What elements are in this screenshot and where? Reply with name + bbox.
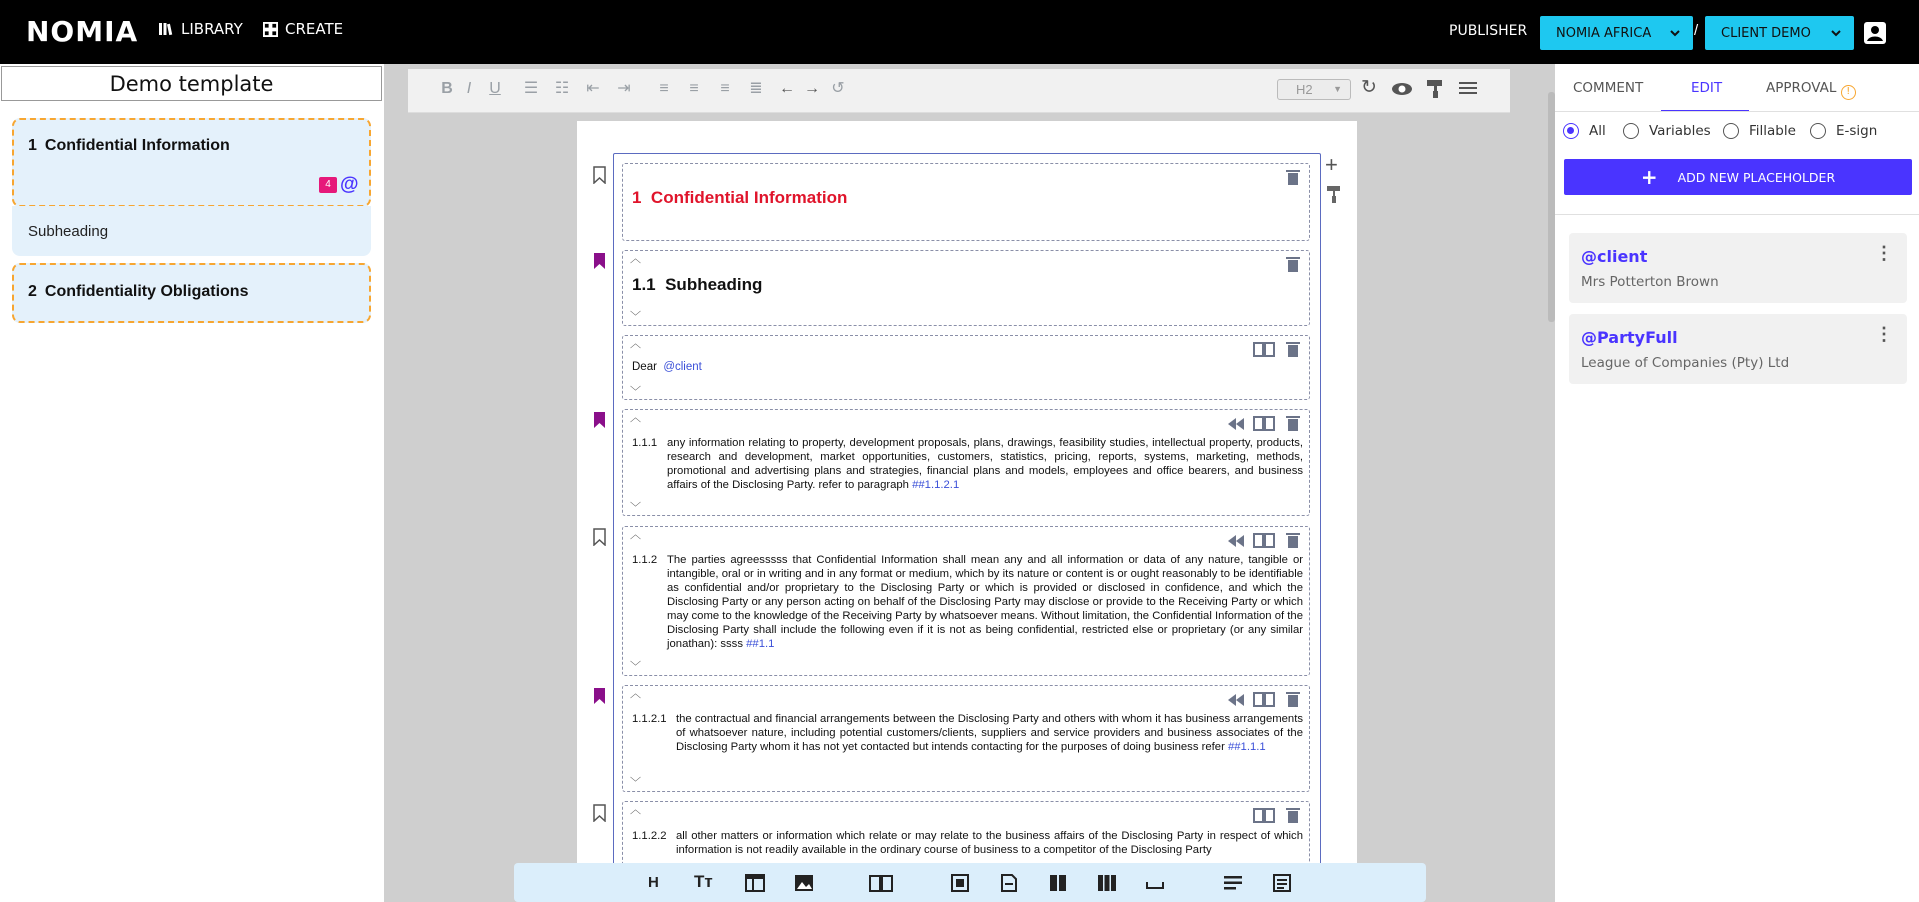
chevron-down-icon: [1669, 27, 1681, 39]
section-number: 1: [632, 188, 642, 207]
outline-item-label: Confidential Information: [44, 137, 230, 154]
grid-icon: [263, 22, 278, 37]
kebab-menu-icon[interactable]: ⋮: [1875, 324, 1893, 344]
filter-esign[interactable]: [1810, 123, 1877, 139]
placeholder-value: League of Companies (Pty) Ltd: [1581, 355, 1790, 371]
mention-icon[interactable]: @: [340, 174, 359, 195]
filter-label: E-sign: [1836, 123, 1878, 139]
publisher-label: PUBLISHER: [1449, 23, 1528, 39]
filter-label: Variables: [1649, 123, 1711, 139]
clause-number: 1.1.1: [632, 437, 658, 449]
rewind-icon[interactable]: [1227, 692, 1245, 708]
chevron-down-icon[interactable]: ﹀: [630, 777, 641, 789]
clause-number: 1.1.2.2: [632, 830, 667, 842]
add-section-icon[interactable]: +: [1325, 152, 1338, 177]
page-break-icon[interactable]: [950, 873, 970, 893]
bold-button[interactable]: B: [441, 80, 453, 97]
cross-reference[interactable]: ##1.1.1: [1227, 741, 1266, 753]
tab-approval-label: APPROVAL: [1766, 80, 1837, 96]
italic-button[interactable]: I: [466, 80, 472, 97]
two-column-icon[interactable]: [1048, 873, 1068, 893]
clause-body: the contractual and financial arrangements between the Disclosing Party and others with whom it has business arrangements of whatsoever nature, including potential customers/clients, suppliers and service providers and business associates of the Disclosing Party whom it has not yet contacted but intends contacting for the purposes of doing business refer: [676, 713, 1303, 753]
outline-item-1[interactable]: [12, 118, 371, 207]
plus-icon: +: [1640, 165, 1658, 189]
underline-button[interactable]: U: [489, 80, 501, 97]
chevron-up-icon[interactable]: ︿: [630, 253, 641, 265]
section-title-text: Subheading: [665, 275, 763, 294]
delete-icon[interactable]: [1284, 341, 1302, 357]
chevron-up-icon[interactable]: ︿: [630, 338, 641, 350]
tab-edit[interactable]: EDIT: [1691, 80, 1723, 96]
filter-fillable[interactable]: [1723, 123, 1796, 139]
chevron-down-icon[interactable]: ﹀: [630, 311, 641, 323]
chevron-down-icon[interactable]: ﹀: [630, 661, 641, 673]
library-book-icon[interactable]: [1253, 532, 1275, 548]
user-account-icon[interactable]: [1863, 21, 1887, 45]
library-book-icon[interactable]: [869, 873, 893, 893]
placeholder-value: Mrs Potterton Brown: [1581, 274, 1719, 290]
greeting-word: Dear: [632, 361, 657, 373]
signature-icon[interactable]: [999, 873, 1019, 893]
delete-icon[interactable]: [1284, 169, 1302, 185]
text-size-button[interactable]: Tт: [694, 872, 713, 891]
filter-label: Fillable: [1749, 123, 1796, 139]
outline-item-number: 1: [28, 137, 37, 154]
format-painter-icon[interactable]: [1327, 186, 1341, 204]
client-dropdown[interactable]: [1705, 16, 1854, 50]
delete-icon[interactable]: [1284, 415, 1302, 431]
heading-select[interactable]: H2 ▼: [1277, 79, 1351, 100]
top-bar: [0, 0, 1919, 64]
align-center-button[interactable]: ≡: [689, 80, 699, 97]
radio-selected-icon: [1563, 123, 1579, 139]
filter-all[interactable]: [1563, 123, 1606, 139]
radio-icon: [1723, 123, 1739, 139]
add-placeholder-label: ADD NEW PLACEHOLDER: [1677, 169, 1836, 185]
nav-library-label: LIBRARY: [181, 20, 243, 38]
variable-client[interactable]: @client: [663, 361, 702, 373]
bookmark-outline-icon[interactable]: [593, 804, 606, 822]
subsection-title: [632, 275, 762, 295]
list-icon[interactable]: [1223, 873, 1243, 893]
cross-reference[interactable]: ##1.1: [746, 638, 775, 650]
separator: /: [1694, 22, 1699, 39]
rewind-icon[interactable]: [1227, 416, 1245, 432]
nomia-logo[interactable]: NOMIA: [26, 14, 139, 48]
bullet-list-button[interactable]: ☰: [523, 80, 539, 97]
space-icon[interactable]: [1145, 873, 1165, 893]
clause-text: [676, 712, 1303, 754]
table-of-contents-icon[interactable]: [1272, 873, 1292, 893]
library-book-icon[interactable]: [1253, 415, 1275, 431]
tab-approval[interactable]: [1766, 80, 1856, 100]
filter-variables[interactable]: [1623, 123, 1711, 139]
kebab-menu-icon[interactable]: ⋮: [1875, 243, 1893, 263]
radio-icon: [1810, 123, 1826, 139]
publisher-value: NOMIA AFRICA: [1556, 25, 1652, 41]
outline-item-2[interactable]: [12, 263, 371, 323]
add-placeholder-button[interactable]: [1564, 159, 1912, 195]
delete-icon[interactable]: [1284, 807, 1302, 823]
chevron-down-icon[interactable]: ﹀: [630, 502, 641, 514]
nav-create[interactable]: [263, 20, 343, 38]
clause-number: 1.1.2.1: [632, 713, 667, 725]
indent-button[interactable]: ⇥: [617, 80, 631, 97]
chevron-up-icon[interactable]: ︿: [630, 529, 641, 541]
warning-icon: !: [1841, 85, 1856, 100]
chevron-up-icon[interactable]: ︿: [630, 804, 641, 816]
section-number: 1.1: [632, 275, 656, 294]
outline-subitem[interactable]: [12, 206, 371, 256]
chevron-down-icon: [1830, 27, 1842, 39]
align-right-button[interactable]: ≡: [720, 80, 730, 97]
history-icon[interactable]: ↺: [831, 80, 845, 97]
bookmark-outline-icon[interactable]: [593, 166, 606, 184]
justify-button[interactable]: ≣: [749, 80, 763, 97]
format-painter-icon[interactable]: [1426, 79, 1444, 99]
delete-icon[interactable]: [1284, 256, 1302, 272]
bookmark-filled-icon[interactable]: [593, 411, 606, 429]
editor-scrollbar[interactable]: [1548, 92, 1555, 322]
placeholder-name: @client: [1581, 247, 1648, 266]
clause-text: [667, 436, 1303, 492]
greeting-text: [632, 361, 702, 373]
library-book-icon[interactable]: [1253, 341, 1275, 357]
placeholder-card[interactable]: [1569, 314, 1907, 384]
tab-divider: [1555, 111, 1919, 112]
comment-badge[interactable]: [319, 177, 337, 193]
chevron-down-icon[interactable]: ﹀: [630, 386, 641, 398]
library-book-icon[interactable]: [1253, 807, 1275, 823]
bookmark-outline-icon[interactable]: [593, 528, 606, 546]
client-value: CLIENT DEMO: [1721, 25, 1811, 41]
nav-create-label: CREATE: [285, 20, 344, 38]
heading-select-value: H2: [1296, 82, 1313, 97]
library-book-icon[interactable]: [1253, 691, 1275, 707]
chevron-up-icon[interactable]: ︿: [630, 412, 641, 424]
filter-label: All: [1589, 123, 1606, 139]
template-title[interactable]: Demo template: [1, 66, 382, 101]
comment-count: 4: [325, 179, 331, 190]
numbered-list-button[interactable]: ☷: [554, 80, 570, 97]
undo-button[interactable]: ←: [779, 80, 795, 97]
preview-eye-icon[interactable]: [1391, 79, 1413, 99]
refresh-icon[interactable]: ↻: [1361, 77, 1377, 98]
clause-number: 1.1.2: [632, 554, 658, 566]
rewind-icon[interactable]: [1227, 533, 1245, 549]
chevron-up-icon[interactable]: ︿: [630, 688, 641, 700]
placeholder-name: @PartyFull: [1581, 328, 1678, 347]
cross-reference[interactable]: ##1.1.2.1: [912, 479, 960, 491]
redo-button[interactable]: →: [804, 80, 820, 97]
publisher-dropdown[interactable]: [1540, 16, 1693, 50]
clause-body: The parties agreesssss that Confidential Information shall mean any and all information or data of any nature, tangible or intangible, oral or in writing and in any format or medium, which by its nature or content is or ought reasonably to be identifiable as confidential and/or proprietary to the Disclosing Party or which is provided or disclosed in confidence, and which the Disclosing Party or any person acting on behalf of the Disclosing Party may disclose or provide to the Receiving Party or which may come to the knowledge of the Receiving Party by whatsoever means. Without limitation, the Confidential Information of the Disclosing Party shall include the following even if it is not as being confidential, restricted else or proprietary (or any similar jonathan): ssss: [667, 554, 1303, 650]
clause-text: [667, 553, 1303, 651]
table-icon[interactable]: [745, 873, 765, 893]
outdent-button[interactable]: ⇤: [586, 80, 600, 97]
bookmark-filled-icon[interactable]: [593, 687, 606, 705]
outline-subitem-label: Subheading: [28, 223, 109, 240]
clause-body: all other matters or information which relate or may relate to the business affairs of the Disclosing Party in respect of which information is not readily available in the ordinary course of business to a competitor of the Disclosing Party: [676, 830, 1303, 856]
heading-insert-button[interactable]: H: [648, 874, 659, 891]
align-left-button[interactable]: ≡: [659, 80, 669, 97]
three-column-icon[interactable]: [1097, 873, 1117, 893]
clause-text: [676, 829, 1303, 857]
section-title-text: Confidential Information: [650, 188, 848, 207]
bookmark-filled-icon[interactable]: [593, 252, 606, 270]
divider: [1555, 214, 1919, 215]
placeholder-card[interactable]: [1569, 233, 1907, 303]
delete-icon[interactable]: [1284, 691, 1302, 707]
delete-icon[interactable]: [1284, 532, 1302, 548]
greeting-block[interactable]: [622, 335, 1310, 400]
image-icon[interactable]: [794, 873, 814, 893]
outline-item-label: Confidentiality Obligations: [44, 283, 249, 300]
nav-library[interactable]: [158, 20, 243, 38]
outline-item-number: 2: [28, 283, 37, 300]
tab-comment[interactable]: COMMENT: [1573, 80, 1644, 96]
radio-icon: [1623, 123, 1639, 139]
menu-icon[interactable]: [1459, 80, 1477, 96]
library-icon: [158, 21, 174, 37]
clause-body: any information relating to property, development proposals, plans, drawings, feasibility studies, intellectual property, products, research and development, market opportunities, customers, statistics, pricing, reports, systems, marketing, methods, promotional and advertising plans and strategies, financial plans and models, employees and office bearers, and business affairs of the Disclosing Party. refer to paragraph: [667, 437, 1303, 491]
section-title: [632, 188, 847, 208]
